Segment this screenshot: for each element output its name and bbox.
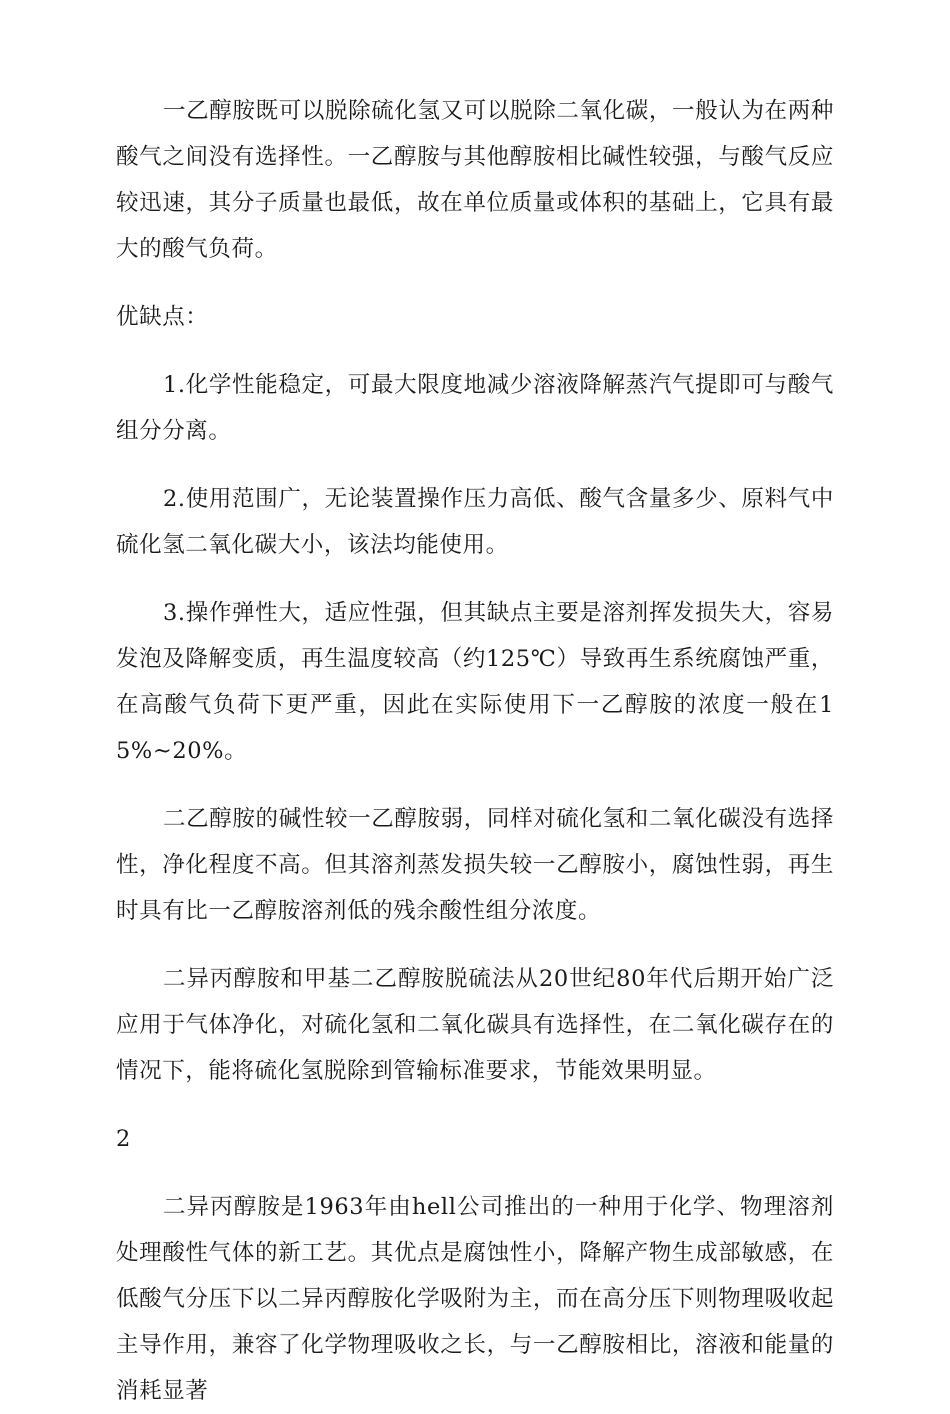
heading-pros-cons: 优缺点： [116, 304, 209, 330]
list-item-1: 1.化学性能稳定，可最大限度地减少溶液降解蒸汽气提即可与酸气组分分离。 [116, 372, 834, 444]
paragraph-dipa-mdea: 二异丙醇胺和甲基二乙醇胺脱硫法从20世纪80年代后期开始广泛应用于气体净化，对硫化氢和二氧化碳具有选择性，在二氧化碳存在的情况下，能将硫化氢脱除到管输标准要求，节能效果明显。 [116, 966, 834, 1084]
section-number: 2 [116, 1126, 131, 1152]
list-item-2: 2.使用范围广，无论装置操作压力高低、酸气含量多少、原料气中硫化氢二氧化碳大小，该法均能使用。 [116, 486, 834, 558]
paragraph-dea: 二乙醇胺的碱性较一乙醇胺弱，同样对硫化氢和二氧化碳没有选择性，净化程度不高。但其溶剂蒸发损失较一乙醇胺小，腐蚀性弱，再生时具有比一乙醇胺溶剂低的残余酸性组分浓度。 [116, 806, 834, 924]
paragraph-dipa: 二异丙醇胺是1963年由hell公司推出的一种用于化学、物理溶剂处理酸性气体的新工艺。其优点是腐蚀性小，降解产物生成部敏感，在低酸气分压下以二异丙醇胺化学吸附为主，而在高分压下则物理吸收起主导作用，兼容了化学物理吸收之长，与一乙醇胺相比，溶液和能量的消耗显著 [116, 1194, 834, 1404]
paragraph-mea-intro: 一乙醇胺既可以脱除硫化氢又可以脱除二氧化碳，一般认为在两种酸气之间没有选择性。一乙醇胺与其他醇胺相比碱性较强，与酸气反应较迅速，其分子质量也最低，故在单位质量或体积的基础上，它具有最大的酸气负荷。 [116, 98, 834, 262]
list-item-3: 3.操作弹性大，适应性强，但其缺点主要是溶剂挥发损失大，容易发泡及降解变质，再生温度较高（约125℃）导致再生系统腐蚀严重，在高酸气负荷下更严重，因此在实际使用下一乙醇胺的浓度一般在15%~20%。 [116, 600, 834, 764]
